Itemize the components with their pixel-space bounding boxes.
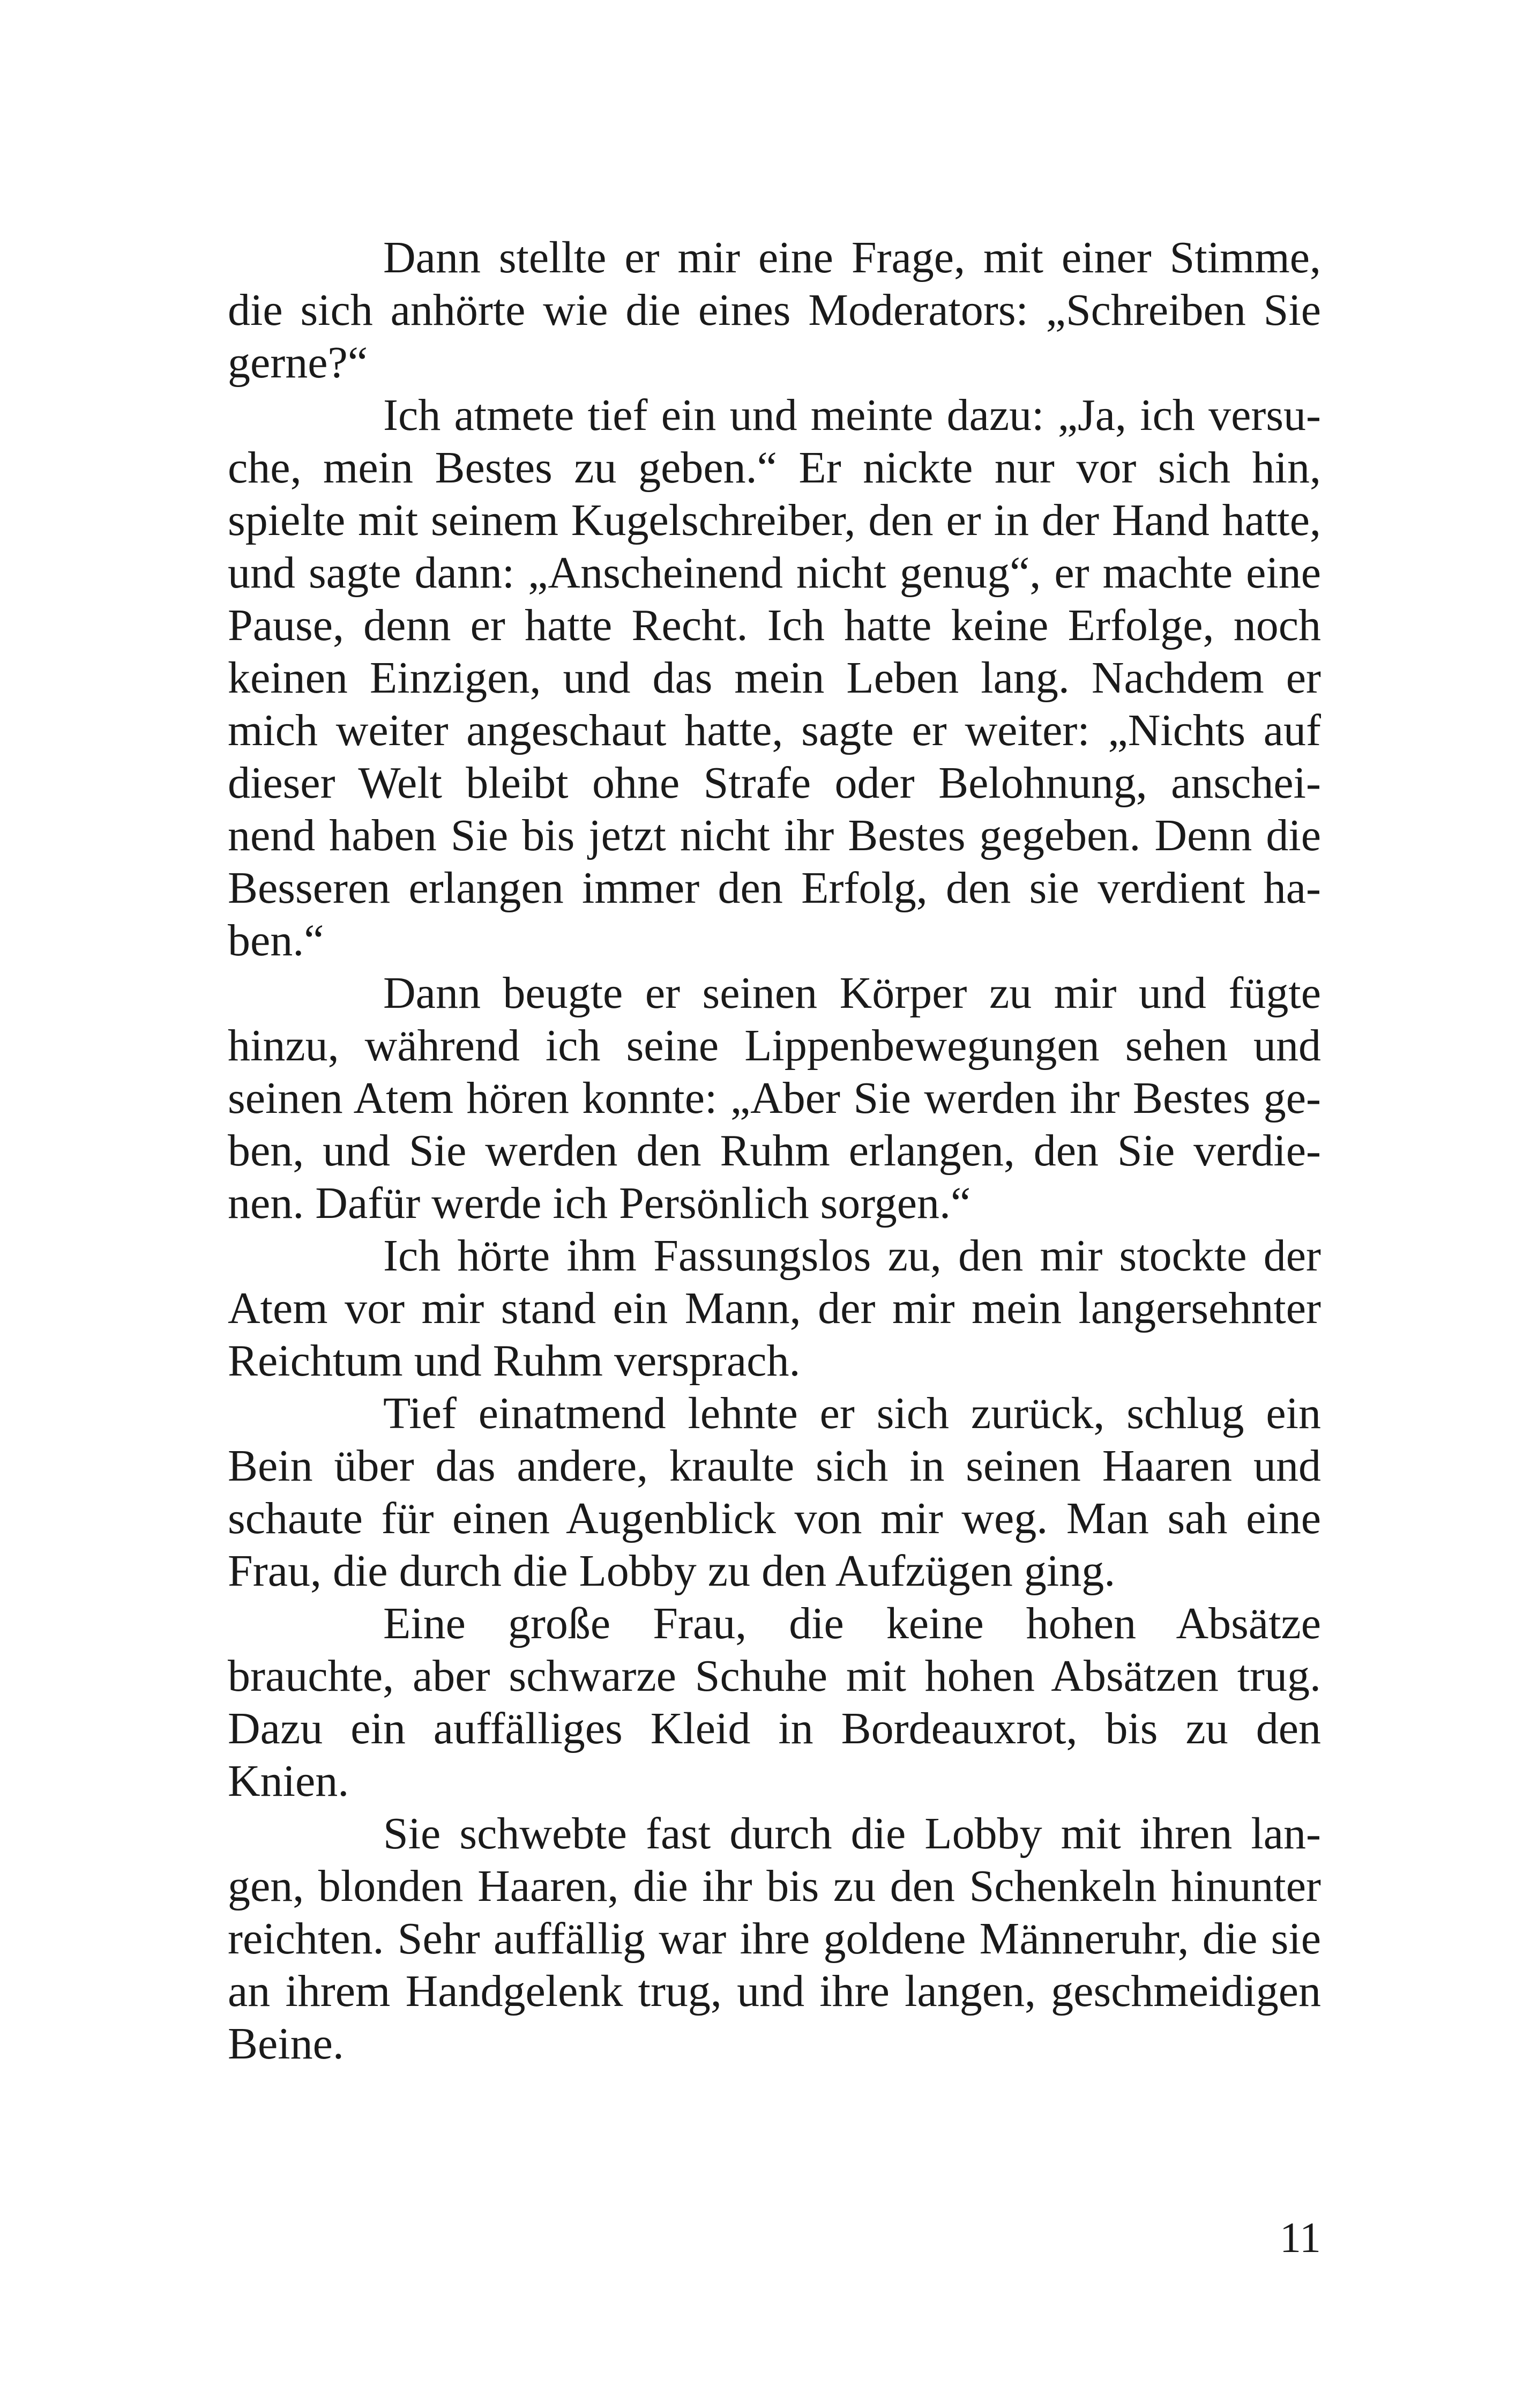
- text-line: keinen Einzigen, und das mein Leben lang. Nachdem er: [228, 653, 1321, 703]
- text-line: Atem vor mir stand ein Mann, der mir mein langersehnter: [228, 1283, 1321, 1333]
- text-line: Knien.: [228, 1756, 349, 1806]
- text-line: che, mein Bestes zu geben.“ Er nickte nur vor sich hin,: [228, 443, 1321, 493]
- text-line: Reichtum und Ruhm versprach.: [228, 1336, 801, 1386]
- text-line: Dann beugte er seinen Körper zu mir und fügte: [383, 968, 1321, 1018]
- text-line: Eine große Frau, die keine hohen Absätze: [383, 1599, 1321, 1648]
- text-line: mich weiter angeschaut hatte, sagte er weiter: „Nichts auf: [228, 705, 1321, 755]
- text-line: Dann stellte er mir eine Frage, mit einer Stimme,: [383, 233, 1321, 283]
- text-line: seinen Atem hören konnte: „Aber Sie werden ihr Bestes ge-: [228, 1073, 1321, 1123]
- text-line: und sagte dann: „Anscheinend nicht genug“, er machte eine: [228, 548, 1321, 598]
- text-line: an ihrem Handgelenk trug, und ihre langen, geschmeidigen: [228, 1966, 1321, 2016]
- text-line: ben.“: [228, 916, 324, 965]
- text-line: Ich atmete tief ein und meinte dazu: „Ja, ich versu-: [383, 390, 1321, 440]
- text-line: Tief einatmend lehnte er sich zurück, schlug ein: [383, 1388, 1321, 1438]
- text-line: nend haben Sie bis jetzt nicht ihr Bestes gegeben. Denn die: [228, 811, 1321, 860]
- text-line: Frau, die durch die Lobby zu den Aufzügen ging.: [228, 1546, 1116, 1596]
- text-line: ben, und Sie werden den Ruhm erlangen, den Sie verdie-: [228, 1126, 1321, 1176]
- text-line: Pause, denn er hatte Recht. Ich hatte keine Erfolge, noch: [228, 600, 1321, 650]
- text-line: Ich hörte ihm Fassungslos zu, den mir stockte der: [383, 1231, 1321, 1281]
- text-line: dieser Welt bleibt ohne Strafe oder Belohnung, anschei-: [228, 758, 1321, 808]
- text-line: nen. Dafür werde ich Persönlich sorgen.“: [228, 1178, 971, 1228]
- text-line: Besseren erlangen immer den Erfolg, den sie verdient ha-: [228, 863, 1321, 913]
- text-line: spielte mit seinem Kugelschreiber, den er in der Hand hatte,: [228, 495, 1321, 545]
- text-line: die sich anhörte wie die eines Moderators: „Schreiben Sie: [228, 285, 1321, 335]
- text-line: Sie schwebte fast durch die Lobby mit ihren lan-: [383, 1809, 1321, 1859]
- page-number: 11: [1279, 2214, 1321, 2262]
- text-line: Bein über das andere, kraulte sich in seinen Haaren und: [228, 1441, 1321, 1491]
- text-line: reichten. Sehr auffällig war ihre goldene Männeruhr, die sie: [228, 1914, 1321, 1964]
- text-line: gerne?“: [228, 338, 368, 388]
- text-line: Dazu ein auffälliges Kleid in Bordeauxrot, bis zu den: [228, 1704, 1321, 1753]
- body-text: [228, 232, 1321, 2070]
- text-line: gen, blonden Haaren, die ihr bis zu den Schenkeln hinunter: [228, 1861, 1321, 1911]
- text-line: hinzu, während ich seine Lippenbewegungen sehen und: [228, 1021, 1321, 1071]
- text-line: Beine.: [228, 2019, 344, 2069]
- text-line: brauchte, aber schwarze Schuhe mit hohen Absätzen trug.: [228, 1651, 1321, 1701]
- text-line: schaute für einen Augenblick von mir weg. Man sah eine: [228, 1493, 1321, 1543]
